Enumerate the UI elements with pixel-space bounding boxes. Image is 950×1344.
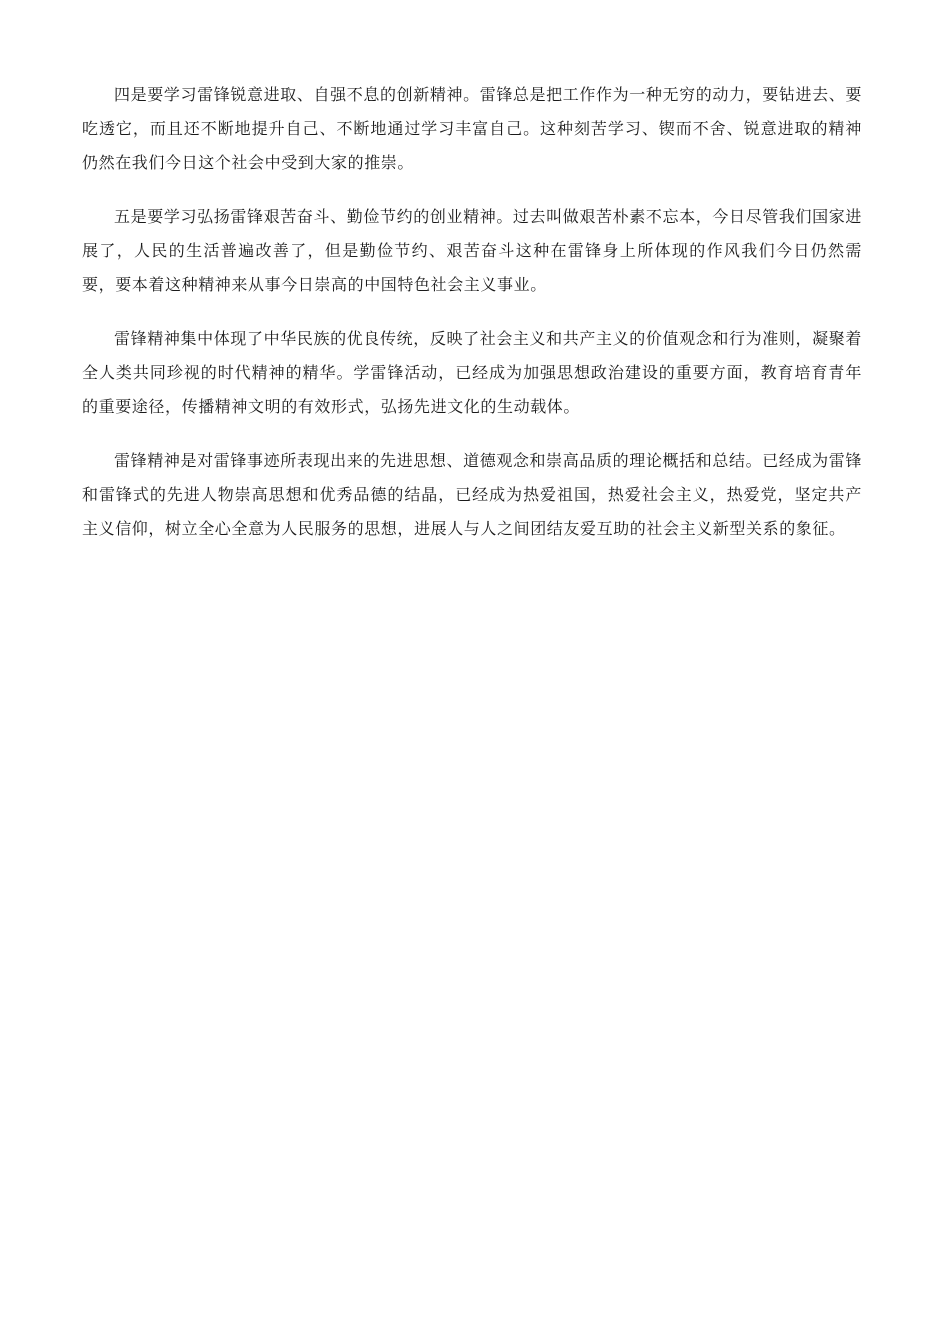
- paragraph-3: 雷锋精神集中体现了中华民族的优良传统，反映了社会主义和共产主义的价值观念和行为准则，凝聚着全人类共同珍视的时代精神的精华。学雷锋活动，已经成为加强思想政治建设的重要方面，教育培育青年的重要途径，传播精神文明的有效形式，弘扬先进文化的生动载体。: [82, 329, 862, 416]
- document-body: [82, 78, 862, 566]
- paragraph-4: 雷锋精神是对雷锋事迹所表现出来的先进思想、道德观念和崇高品质的理论概括和总结。已经成为雷锋和雷锋式的先进人物崇高思想和优秀品德的结晶，已经成为热爱祖国，热爱社会主义，热爱党，坚定共产主义信仰，树立全心全意为人民服务的思想，进展人与人之间团结友爱互助的社会主义新型关系的象征。: [82, 451, 862, 538]
- paragraph-1: 四是要学习雷锋锐意进取、自强不息的创新精神。雷锋总是把工作作为一种无穷的动力，要钻进去、要吃透它，而且还不断地提升自己、不断地通过学习丰富自己。这种刻苦学习、锲而不舍、锐意进取的精神仍然在我们今日这个社会中受到大家的推崇。: [82, 85, 862, 172]
- paragraph-2: 五是要学习弘扬雷锋艰苦奋斗、勤俭节约的创业精神。过去叫做艰苦朴素不忘本，今日尽管我们国家进展了，人民的生活普遍改善了，但是勤俭节约、艰苦奋斗这种在雷锋身上所体现的作风我们今日仍然需要，要本着这种精神来从事今日崇高的中国特色社会主义事业。: [82, 207, 862, 294]
